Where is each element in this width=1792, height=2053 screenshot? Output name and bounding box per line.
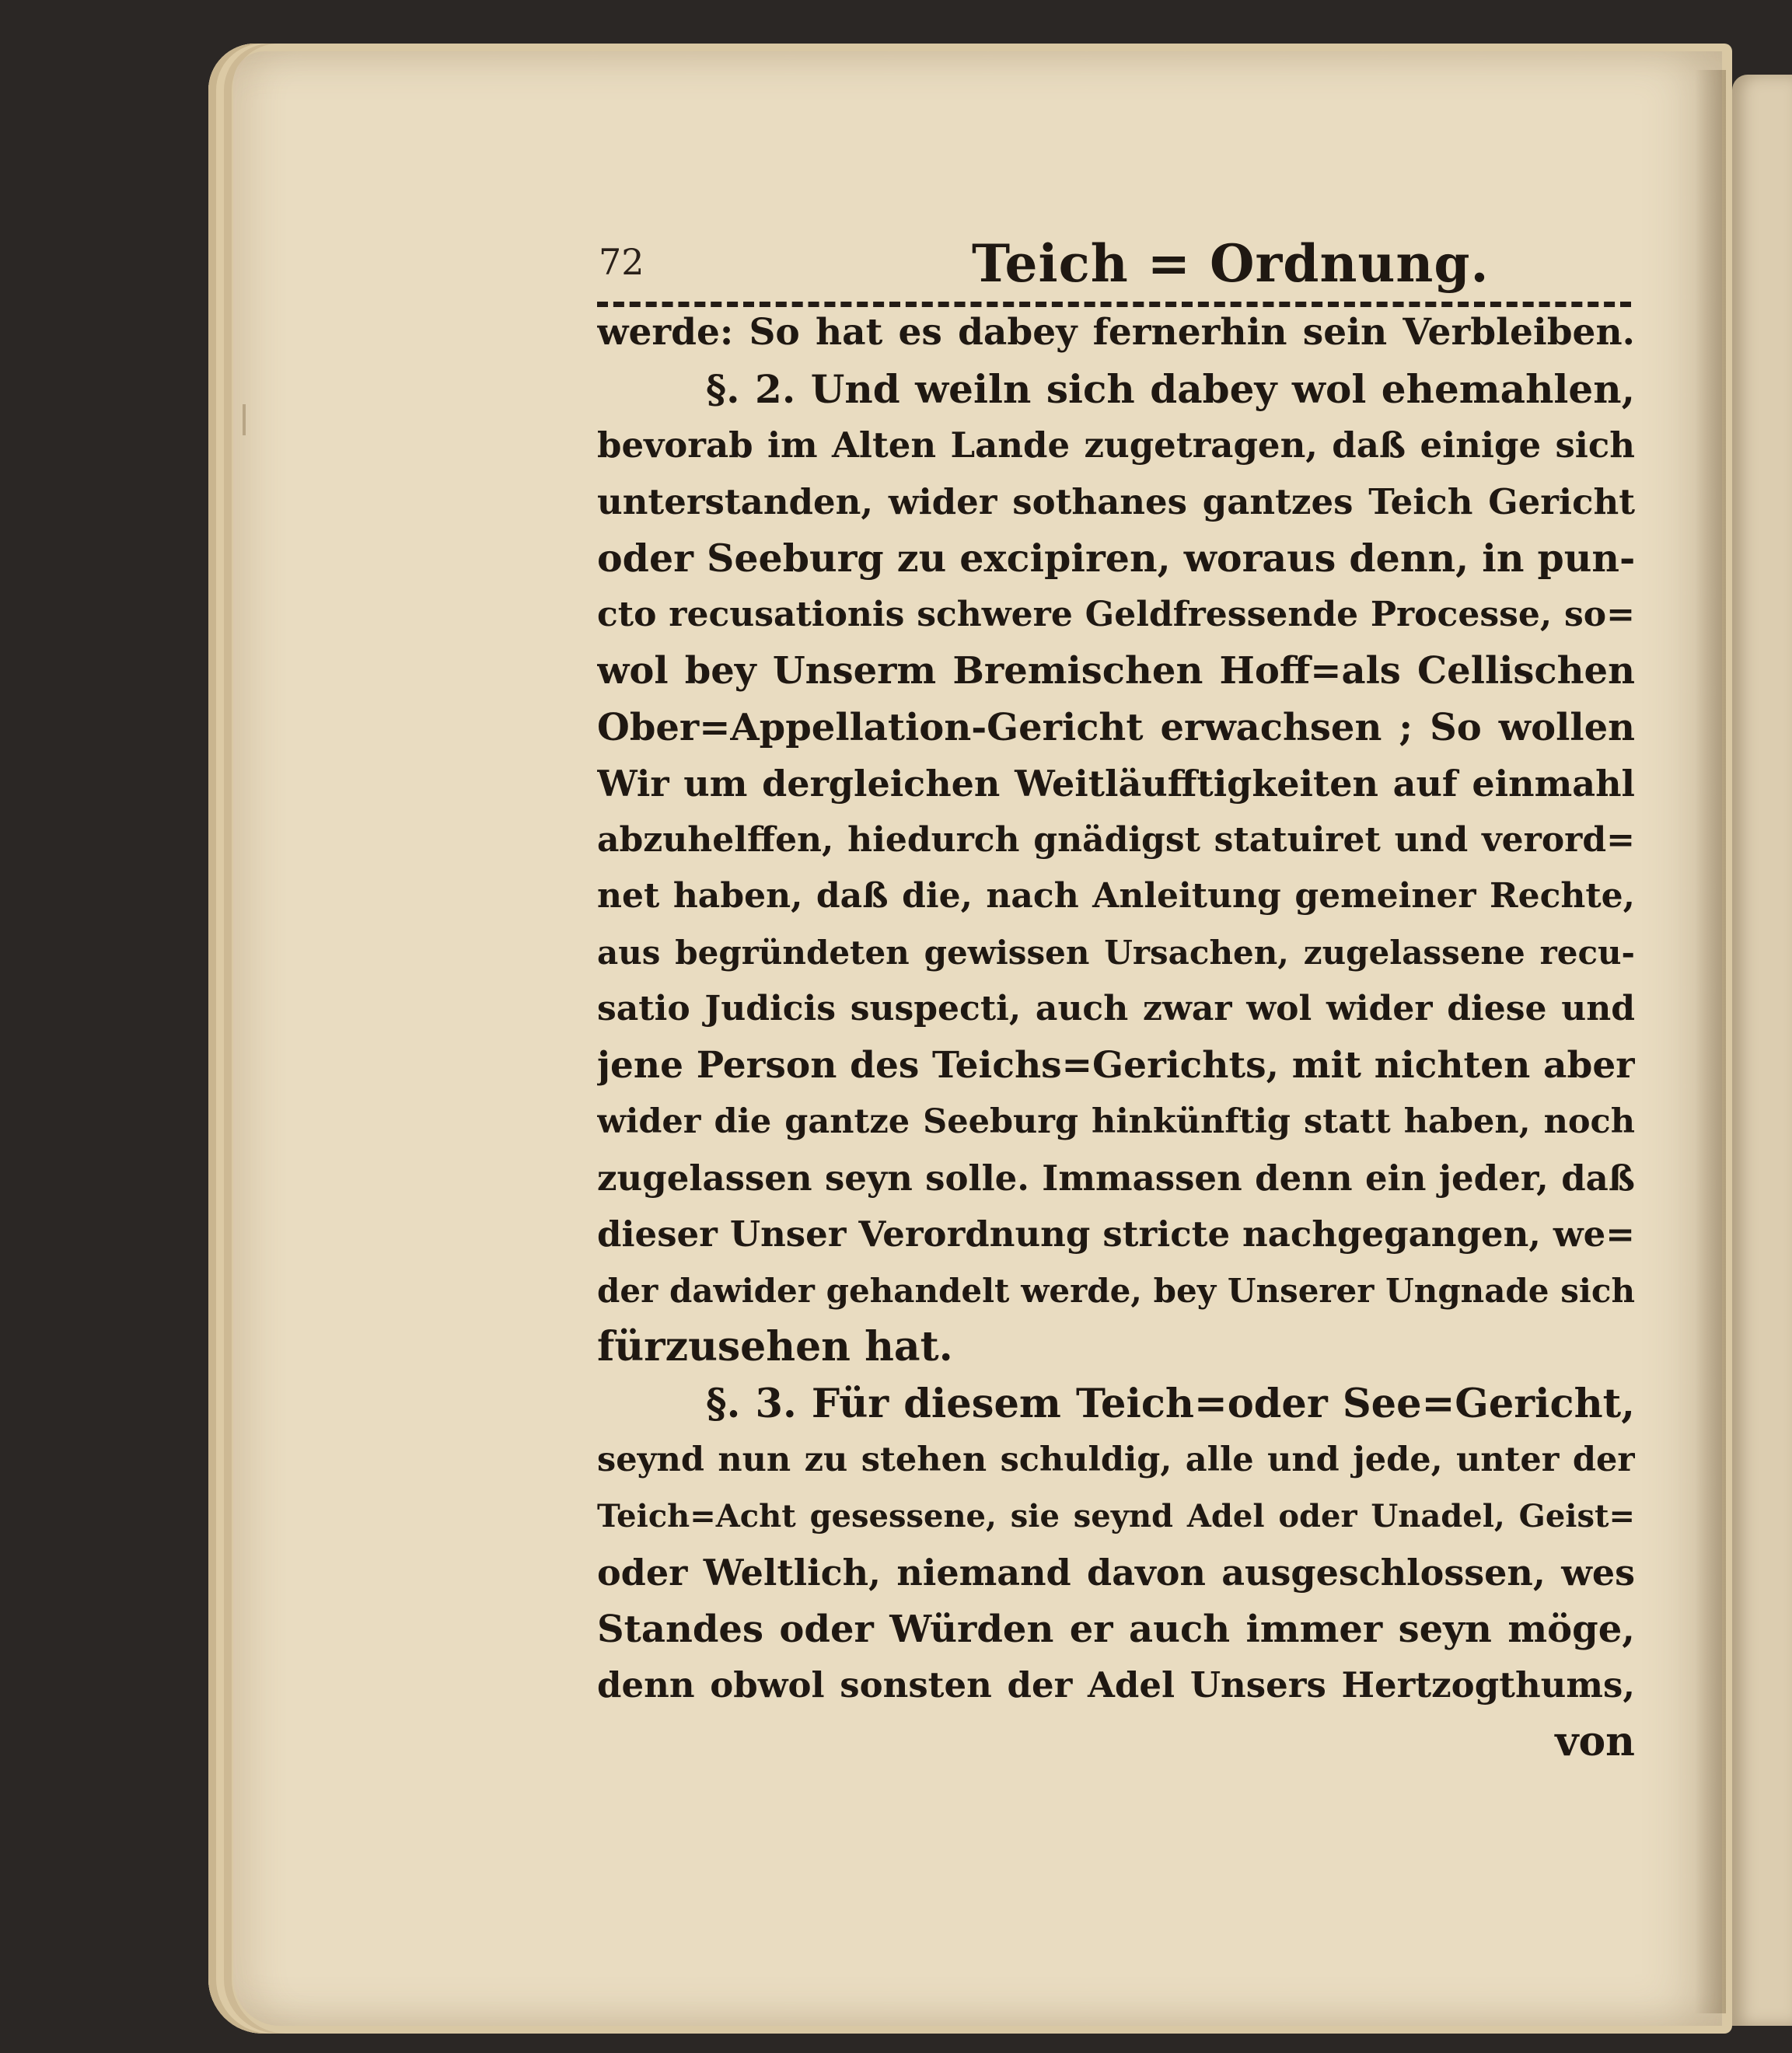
catchword: von [1555,1717,1635,1765]
facing-page-edge [1732,75,1792,2026]
text-line: oder Weltlich, niemand davon ausgeschlossen, wes [597,1552,1635,1594]
running-head: Teich = Ordnung. [972,233,1490,294]
text-line: oder Seeburg zu excipiren, woraus denn, in pun- [597,536,1635,581]
text-line: Teich=Acht gesessene, sie seynd Adel oder Unadel, Geist= [597,1497,1635,1535]
text-line: fürzusehen hat. [597,1323,953,1370]
text-line: §. 2. Und weiln sich dabey wol ehemahlen, [706,365,1635,412]
text-line: wol bey Unserm Bremischen Hoff=als Cellischen [597,649,1635,693]
text-line: net haben, daß die, nach Anleitung gemeiner Rechte, [597,876,1635,916]
body-text [597,305,1635,1770]
page-number: 72 [599,241,644,283]
text-line: Ober=Appellation-Gericht erwachsen ; So wollen [597,705,1635,749]
text-line: seynd nun zu stehen schuldig, alle und jede, unter der [597,1440,1635,1479]
text-line: Standes oder Würden er auch immer seyn möge, [597,1607,1635,1651]
text-line: denn obwol sonsten der Adel Unsers Hertzogthums, [597,1664,1635,1706]
text-line: unterstanden, wider sothanes gantzes Teich Gericht [597,480,1635,522]
text-line: zugelassen seyn solle. Immassen denn ein jeder, daß [597,1157,1635,1199]
text-line: satio Judicis suspecti, auch zwar wol wider diese und [597,989,1635,1028]
text-line: wider die gantze Seeburg hinkünftig statt haben, noch [597,1102,1635,1141]
text-line: Wir um dergleichen Weitläufftigkeiten auf einmahl [597,763,1635,805]
text-line: bevorab im Alten Lande zugetragen, daß einige sich [597,424,1635,466]
margin-mark [243,404,246,435]
text-line: werde: So hat es dabey fernerhin sein Verbleiben. [597,311,1635,354]
text-line: aus begründeten gewissen Ursachen, zugelassene recu- [597,933,1635,972]
page-header [599,233,1633,303]
text-line: der dawider gehandelt werde, bey Unserer Ungnade sich [597,1271,1635,1310]
text-line: abzuhelffen, hiedurch gnädigst statuiret und verord= [597,819,1635,860]
text-line: §. 3. Für diesem Teich=oder See=Gericht, [706,1380,1635,1427]
text-line: cto recusationis schwere Geldfressende Processe, so= [597,594,1635,634]
text-line: dieser Unser Verordnung stricte nachgegangen, we= [597,1213,1635,1255]
page-gutter [1695,70,1726,2013]
text-line: jene Person des Teichs=Gerichts, mit nichten aber [597,1043,1635,1087]
